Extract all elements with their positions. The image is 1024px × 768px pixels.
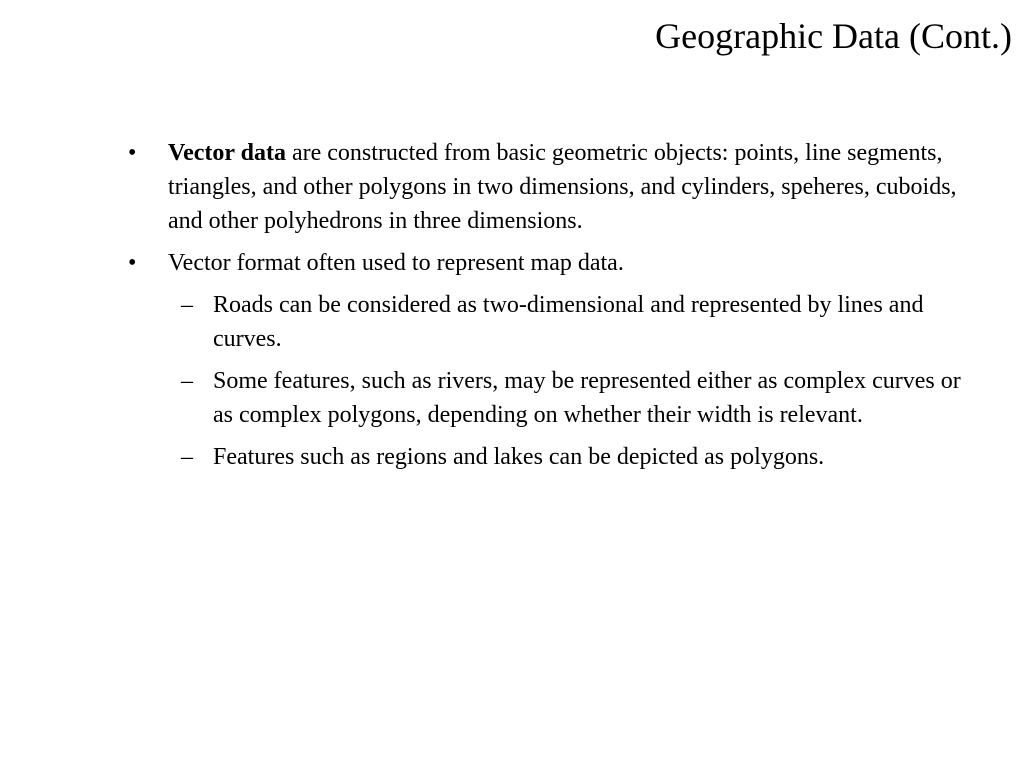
sub-bullet-marker: – [181, 444, 193, 470]
sub-bullet-marker: – [181, 368, 193, 394]
bullet-item-vector-data [128, 136, 968, 238]
sub-bullet-text: Roads can be considered as two-dimensional and represented by lines and curves. [213, 292, 924, 352]
bullet-item-vector-format [128, 246, 968, 280]
bullet-text: are constructed from basic geometric objects: points, line segments, triangles, and other polygons in two dimensions, and cylinders, speheres, cuboids, and other polyhedrons in three dimensions. [168, 140, 957, 234]
sub-bullet-item-regions [128, 440, 968, 474]
sub-bullet-marker: – [181, 292, 193, 318]
sub-bullet-text: Features such as regions and lakes can be depicted as polygons. [213, 444, 825, 470]
sub-bullet-item-roads [128, 288, 968, 356]
bullet-marker: • [128, 250, 137, 276]
sub-bullet-text: Some features, such as rivers, may be represented either as complex curves or as complex polygons, depending on whether their width is relevant. [213, 368, 961, 428]
slide-title: Geographic Data (Cont.) [655, 16, 1012, 56]
bullet-text: Vector format often used to represent map data. [168, 250, 624, 276]
sub-bullet-item-rivers [128, 364, 968, 432]
bullet-bold-term: Vector data [168, 140, 286, 166]
bullet-marker: • [128, 140, 137, 166]
slide-content [128, 136, 968, 482]
